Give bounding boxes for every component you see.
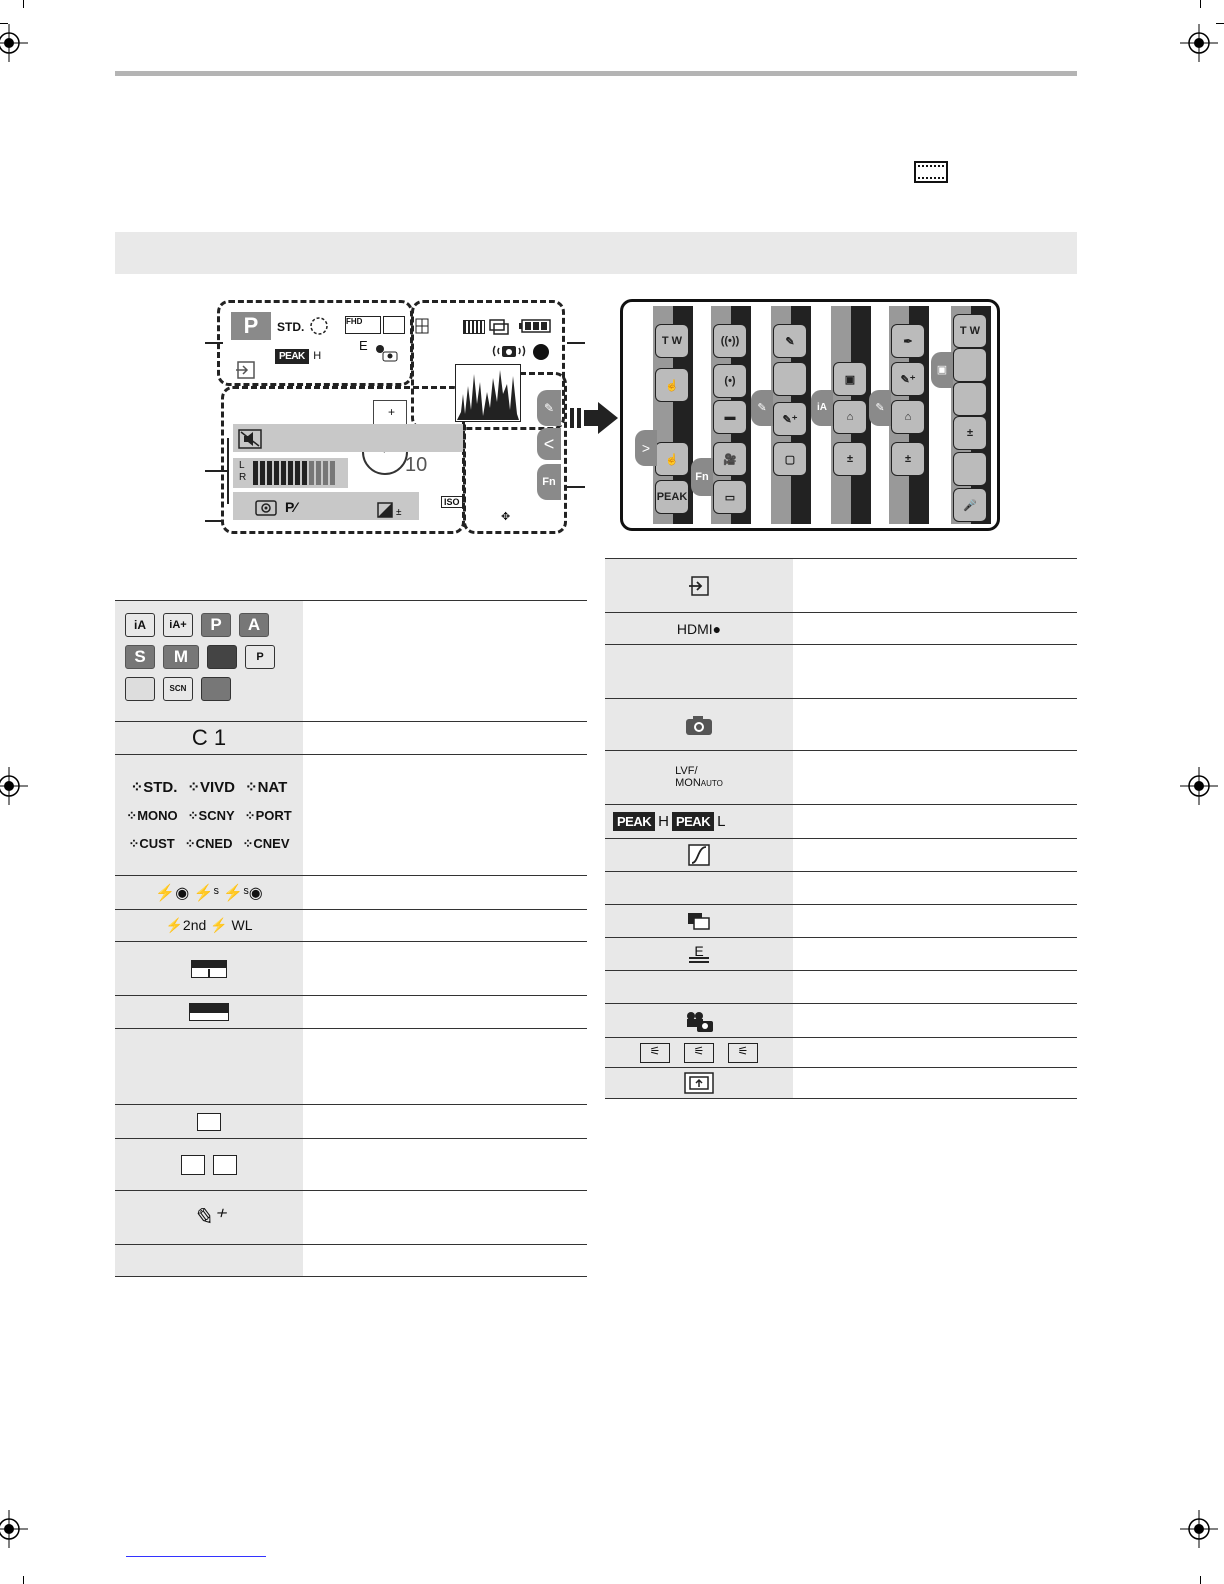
footer-link-rule bbox=[126, 1556, 266, 1557]
motion-left-icon: ⚟ bbox=[640, 1043, 670, 1063]
empty-icon-cell bbox=[605, 645, 793, 698]
style-label: PORT bbox=[255, 808, 292, 823]
menu-tab-fn: Fn bbox=[691, 458, 713, 496]
table-row bbox=[605, 613, 1077, 645]
creative-video-p-icon: P bbox=[245, 645, 275, 669]
af-point-icon: ✥ bbox=[501, 511, 511, 523]
exposure-comp-icon bbox=[377, 502, 407, 518]
row-description bbox=[793, 805, 1077, 838]
multi-exposure-icon bbox=[687, 912, 711, 930]
video-format-icon-cell bbox=[115, 942, 303, 995]
section-heading-band bbox=[115, 232, 1077, 274]
row-description bbox=[793, 1004, 1077, 1037]
style-label: VIVD bbox=[200, 779, 236, 796]
callout-line bbox=[567, 342, 585, 344]
movie-icon[interactable]: 🎥 bbox=[713, 442, 747, 476]
style-label: CNEV bbox=[253, 836, 290, 851]
crop-mark bbox=[23, 0, 24, 8]
audio-right-label: R bbox=[239, 472, 247, 483]
row-description bbox=[793, 905, 1077, 937]
table-row bbox=[605, 1038, 1077, 1068]
audio-meter bbox=[253, 461, 309, 485]
table-row bbox=[115, 996, 587, 1029]
table-row bbox=[115, 1191, 587, 1245]
photo-style-icons bbox=[115, 755, 303, 875]
motion-center-icon: ⚟ bbox=[684, 1043, 714, 1063]
row-description bbox=[303, 601, 587, 721]
tone-curve-icon bbox=[688, 844, 710, 866]
row-description bbox=[303, 1245, 587, 1276]
e-label-icon: E bbox=[359, 338, 368, 353]
m-mode-icon: M bbox=[163, 645, 199, 669]
peak-label: PEAK bbox=[275, 349, 309, 364]
iso-label: ISO bbox=[441, 496, 463, 508]
row-description bbox=[303, 755, 587, 875]
row-description bbox=[303, 910, 587, 941]
touch-tab-fn: Fn bbox=[537, 464, 561, 500]
table-row bbox=[605, 751, 1077, 805]
arrow-right-icon bbox=[570, 402, 620, 434]
style-natural-icon: ⁘NAT bbox=[245, 779, 288, 796]
movie-photo-icon-cell bbox=[605, 1004, 793, 1037]
row-description bbox=[303, 996, 587, 1028]
table-row bbox=[115, 876, 587, 910]
flash-sync-icons: ⚡2nd ⚡ WL bbox=[115, 910, 303, 941]
touch-tab-arrow-icon: < bbox=[537, 428, 561, 460]
brightness-icon[interactable]: ⌂ bbox=[891, 400, 925, 434]
af-area-icon: + bbox=[373, 400, 407, 434]
registration-mark-icon bbox=[1180, 1510, 1218, 1548]
empty-icon-cell bbox=[605, 872, 793, 904]
crop-mark bbox=[1200, 0, 1201, 8]
table-row bbox=[605, 905, 1077, 938]
table-row bbox=[115, 1139, 587, 1191]
blank-button[interactable] bbox=[953, 382, 987, 416]
peak-high-label: H bbox=[658, 813, 669, 830]
recording-quality-icon bbox=[189, 1003, 229, 1021]
menu-tab-creative-icon: ✎ bbox=[751, 390, 773, 426]
creative-control-icon[interactable]: ✎ bbox=[773, 324, 807, 358]
row-description bbox=[303, 1191, 587, 1244]
aspect-ratio-icon-cell bbox=[115, 1139, 303, 1190]
row-description bbox=[303, 722, 587, 754]
fhd-label: FHD bbox=[346, 317, 363, 326]
peaking-indicator bbox=[275, 346, 321, 364]
svg-text:±: ± bbox=[396, 507, 402, 518]
stabilizer-icon bbox=[491, 342, 527, 360]
peak-label: PEAK bbox=[613, 812, 655, 831]
ia-plus-mode-icon: iA+ bbox=[163, 613, 193, 637]
picture-size-icon-cell bbox=[115, 1105, 303, 1138]
aspect-frame-icon bbox=[383, 316, 405, 334]
timer-countdown: 10 bbox=[405, 454, 428, 476]
row-description bbox=[303, 1029, 587, 1104]
electronic-shutter-icon-cell bbox=[605, 938, 793, 970]
multi-exposure-icon-cell bbox=[605, 905, 793, 937]
table-row bbox=[605, 938, 1077, 971]
style-label: CNED bbox=[195, 836, 233, 851]
crop-frame-icon-cell bbox=[605, 1068, 793, 1098]
zoom-tw-icon[interactable]: T W bbox=[655, 324, 689, 358]
table-row bbox=[605, 839, 1077, 872]
peaking-icons bbox=[605, 805, 793, 838]
image-icon[interactable]: ▬ bbox=[713, 400, 747, 434]
registration-mark-icon bbox=[1180, 24, 1218, 62]
film-frame-icon bbox=[914, 161, 948, 183]
peak-label: PEAK bbox=[672, 812, 714, 831]
lvf-label: LVF/ bbox=[675, 765, 698, 777]
silent-mode-icon bbox=[237, 428, 263, 450]
drive-mode-icon bbox=[489, 318, 515, 336]
row-description bbox=[303, 876, 587, 909]
touch-ae-icon[interactable]: ☝ bbox=[655, 442, 689, 476]
creative-plus-icon[interactable]: ✎⁺ bbox=[891, 362, 925, 396]
row-description bbox=[793, 699, 1077, 750]
table-row bbox=[605, 699, 1077, 751]
mode-p-icon: P bbox=[231, 312, 271, 340]
video-quality-icon-cell bbox=[115, 996, 303, 1028]
style-scenery-icon: ⁘SCNY bbox=[187, 808, 235, 823]
tone-curve-icon-cell bbox=[605, 839, 793, 871]
blank-button[interactable] bbox=[773, 362, 807, 396]
table-row bbox=[115, 722, 587, 755]
peak-low-label: L bbox=[717, 813, 726, 830]
crop-mark bbox=[23, 1576, 24, 1584]
row-description bbox=[793, 938, 1077, 970]
empty-icon-cell bbox=[115, 1029, 303, 1104]
table-row bbox=[115, 1105, 587, 1139]
table-row bbox=[605, 1068, 1077, 1099]
lvf-mon-auto-text bbox=[675, 765, 723, 790]
style-label: CUST bbox=[139, 836, 175, 851]
blank-button[interactable] bbox=[953, 348, 987, 382]
bluetooth-icon[interactable]: (•) bbox=[713, 364, 747, 398]
recording-format-icon bbox=[191, 960, 227, 978]
row-description bbox=[793, 1038, 1077, 1067]
style-label: MONO bbox=[137, 808, 178, 823]
table-row bbox=[605, 805, 1077, 839]
callout-line bbox=[205, 520, 221, 522]
style-standard-icon: ⁘STD. bbox=[130, 779, 178, 796]
left-icon-table bbox=[115, 600, 587, 1277]
row-description bbox=[793, 613, 1077, 644]
style-mono-icon: ⁘MONO bbox=[126, 808, 178, 823]
grid-icon bbox=[415, 318, 429, 334]
table-row bbox=[115, 942, 587, 996]
row-description bbox=[303, 1139, 587, 1190]
silent-bar bbox=[233, 424, 463, 452]
style-label: STD. bbox=[143, 779, 178, 796]
display-icon[interactable]: ▭ bbox=[713, 480, 747, 514]
microphone-icon[interactable]: 🎤 bbox=[953, 488, 987, 522]
eyedropper-icon[interactable]: ✒ bbox=[891, 324, 925, 358]
audio-meter-peak bbox=[309, 461, 337, 485]
p-mode-icon: P bbox=[201, 613, 231, 637]
table-row bbox=[605, 645, 1077, 699]
defocus-icon[interactable]: ▣ bbox=[833, 362, 867, 396]
aspect-ratio-icon bbox=[181, 1155, 205, 1175]
picture-size-icon bbox=[197, 1113, 221, 1131]
hdmi-recording-icon: HDMI● bbox=[605, 613, 793, 644]
empty-icon-cell bbox=[115, 1245, 303, 1276]
table-row bbox=[605, 971, 1077, 1004]
movie-camera-icon bbox=[373, 344, 401, 362]
row-description bbox=[793, 751, 1077, 804]
row-description bbox=[303, 942, 587, 995]
table-row bbox=[605, 559, 1077, 613]
exposure-plus-minus-icon[interactable]: ± bbox=[891, 442, 925, 476]
ia-mode-icon: iA bbox=[125, 613, 155, 637]
program-shift-icon: P⁄ bbox=[285, 499, 297, 515]
peaking-button[interactable]: PEAK bbox=[655, 480, 689, 514]
menu-tab-ia-icon: iA bbox=[811, 390, 833, 426]
photo-style-label: STD. bbox=[277, 320, 305, 334]
menu-tab-arrow-icon: > bbox=[635, 430, 657, 466]
exposure-plus-minus-icon[interactable]: ± bbox=[953, 416, 987, 450]
menu-tab-creative-icon: ✎ bbox=[869, 390, 891, 426]
style-portrait-icon: ⁘PORT bbox=[244, 808, 292, 823]
table-row bbox=[605, 1004, 1077, 1038]
audio-lr-labels bbox=[239, 460, 246, 484]
panorama-mode-icon bbox=[125, 677, 155, 701]
quality-frame-icon bbox=[213, 1155, 237, 1175]
camera-icon bbox=[685, 714, 713, 736]
style-label: SCNY bbox=[198, 808, 235, 823]
style-cnev-icon: ⁘CNEV bbox=[242, 836, 290, 851]
blank-button[interactable] bbox=[953, 452, 987, 486]
recording-mode-icons bbox=[115, 601, 303, 721]
header-rule bbox=[115, 71, 1077, 76]
creative-control-mode-icon bbox=[201, 677, 231, 701]
row-description bbox=[793, 645, 1077, 698]
brightness-icon[interactable]: ⌂ bbox=[833, 400, 867, 434]
style-label: NAT bbox=[257, 779, 288, 796]
card-input-icon bbox=[688, 575, 710, 597]
motion-icons-cell bbox=[605, 1038, 793, 1067]
card-input-icon bbox=[235, 360, 257, 380]
card-input-icon-cell bbox=[605, 559, 793, 612]
lvf-mon-auto-icon bbox=[605, 751, 793, 804]
screen-diagram bbox=[205, 298, 585, 534]
right-icon-table bbox=[605, 558, 1077, 1099]
flash-mode-icons: ⚡◉ ⚡ˢ ⚡ˢ◉ bbox=[115, 876, 303, 909]
registration-mark-icon bbox=[1180, 767, 1218, 805]
callout-line bbox=[567, 486, 585, 488]
movie-photo-icon bbox=[684, 1010, 714, 1032]
mon-label: MON bbox=[675, 777, 701, 789]
table-row bbox=[115, 601, 587, 722]
table-row bbox=[605, 872, 1077, 905]
creative-video-mode-icon bbox=[207, 645, 237, 669]
wifi-icon[interactable]: ((•)) bbox=[713, 324, 747, 358]
scene-mode-icon: SCN bbox=[163, 677, 193, 701]
touch-menu-panel bbox=[620, 299, 1000, 531]
registration-mark-icon bbox=[0, 767, 28, 805]
a-mode-icon: A bbox=[239, 613, 269, 637]
registration-mark-icon bbox=[0, 24, 28, 62]
frame-adjust-icon[interactable]: ▢ bbox=[773, 442, 807, 476]
row-description bbox=[793, 559, 1077, 612]
battery-icon bbox=[519, 318, 553, 334]
row-description bbox=[303, 1105, 587, 1138]
camera-icon-cell bbox=[605, 699, 793, 750]
quality-icon bbox=[463, 320, 485, 334]
row-description bbox=[793, 971, 1077, 1003]
filter-effect-icon: ✎⁺ bbox=[115, 1191, 303, 1244]
motion-right-icon: ⚟ bbox=[728, 1043, 758, 1063]
metering-icon bbox=[255, 500, 277, 516]
row-description bbox=[793, 839, 1077, 871]
table-row bbox=[115, 1245, 587, 1277]
registration-mark-icon bbox=[0, 1510, 28, 1548]
table-row bbox=[115, 755, 587, 876]
auto-label: AUTO bbox=[700, 779, 723, 788]
custom-mode-icon: C 1 bbox=[115, 722, 303, 754]
row-description bbox=[793, 1068, 1077, 1098]
crop-mark bbox=[1200, 1576, 1201, 1584]
menu-tab-movie-icon: ▣ bbox=[931, 352, 953, 388]
peak-level: H bbox=[313, 350, 322, 362]
table-row bbox=[115, 1029, 587, 1105]
flash-mode-icon bbox=[309, 316, 329, 336]
crop-frame-icon bbox=[684, 1072, 714, 1094]
style-vivid-icon: ⁘VIVD bbox=[187, 779, 236, 796]
histogram-icon bbox=[455, 364, 521, 422]
zoom-tw-icon[interactable]: T W bbox=[953, 314, 987, 348]
table-row bbox=[115, 910, 587, 942]
shutter-base-icon bbox=[689, 957, 709, 963]
empty-icon-cell bbox=[605, 971, 793, 1003]
recording-dot-icon bbox=[533, 344, 549, 360]
exposure-plus-minus-icon[interactable]: ± bbox=[833, 442, 867, 476]
video-quality-icon bbox=[345, 316, 381, 334]
row-description bbox=[793, 872, 1077, 904]
style-custom-icon: ⁘CUST bbox=[128, 836, 175, 851]
touch-tab-creative-icon: ✎ bbox=[537, 390, 561, 426]
style-cned-icon: ⁘CNED bbox=[184, 836, 233, 851]
touch-shutter-icon[interactable]: ☝ bbox=[655, 368, 689, 402]
e-label: E bbox=[694, 943, 704, 959]
audio-left-label: L bbox=[239, 460, 245, 471]
s-mode-icon: S bbox=[125, 645, 155, 669]
creative-plus-icon[interactable]: ✎⁺ bbox=[773, 402, 807, 436]
